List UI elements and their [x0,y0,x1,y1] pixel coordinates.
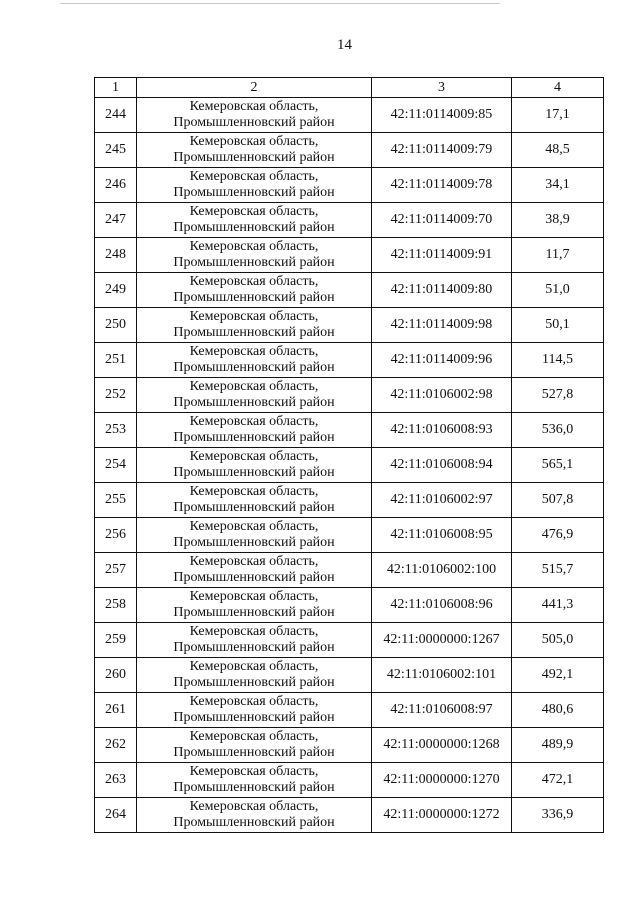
location-region: Кемеровская область, [189,99,319,114]
area-cell: 34,1 [512,168,604,203]
location-region: Кемеровская область, [189,309,319,324]
cadastral-number-cell: 42:11:0114009:85 [372,98,512,133]
location-district: Промышленновский район [173,430,335,445]
location-district: Промышленновский район [173,465,335,480]
area-cell: 11,7 [512,238,604,273]
column-header-2: 2 [137,78,372,98]
location-district: Промышленновский район [173,115,335,130]
table-row [95,133,604,168]
table-row [95,413,604,448]
location-region: Кемеровская область, [189,379,319,394]
area-cell: 17,1 [512,98,604,133]
location-cell [137,413,372,448]
location-cell [137,238,372,273]
area-cell: 536,0 [512,413,604,448]
location-cell [137,798,372,833]
cadastral-number-cell: 42:11:0106002:101 [372,658,512,693]
table-row [95,518,604,553]
row-number-cell: 247 [95,203,137,238]
location-district: Промышленновский район [173,255,335,270]
table-row [95,658,604,693]
table-row [95,693,604,728]
location-cell [137,98,372,133]
cadastral-number-cell: 42:11:0106002:98 [372,378,512,413]
table-row [95,728,604,763]
column-header-4: 4 [512,78,604,98]
cadastral-number-cell: 42:11:0106008:95 [372,518,512,553]
table-row [95,798,604,833]
location-cell [137,623,372,658]
cadastral-number-cell: 42:11:0114009:79 [372,133,512,168]
land-plot-table [94,77,604,833]
location-region: Кемеровская область, [189,344,319,359]
area-cell: 50,1 [512,308,604,343]
area-cell: 336,9 [512,798,604,833]
location-cell [137,273,372,308]
row-number-cell: 255 [95,483,137,518]
row-number-cell: 261 [95,693,137,728]
location-region: Кемеровская область, [189,484,319,499]
column-header-3: 3 [372,78,512,98]
location-region: Кемеровская область, [189,239,319,254]
row-number-cell: 262 [95,728,137,763]
area-cell: 492,1 [512,658,604,693]
cadastral-number-cell: 42:11:0106008:93 [372,413,512,448]
location-region: Кемеровская область, [189,659,319,674]
location-cell [137,448,372,483]
location-cell [137,308,372,343]
table-row [95,588,604,623]
cadastral-number-cell: 42:11:0114009:80 [372,273,512,308]
column-header-1: 1 [95,78,137,98]
area-cell: 38,9 [512,203,604,238]
location-region: Кемеровская область, [189,729,319,744]
cadastral-number-cell: 42:11:0106008:96 [372,588,512,623]
location-district: Промышленновский район [173,325,335,340]
location-region: Кемеровская область, [189,624,319,639]
area-cell: 476,9 [512,518,604,553]
cadastral-number-cell: 42:11:0114009:98 [372,308,512,343]
location-cell [137,518,372,553]
location-district: Промышленновский район [173,185,335,200]
location-cell [137,203,372,238]
row-number-cell: 257 [95,553,137,588]
location-cell [137,693,372,728]
row-number-cell: 246 [95,168,137,203]
table-row [95,308,604,343]
row-number-cell: 251 [95,343,137,378]
row-number-cell: 249 [95,273,137,308]
table-row [95,553,604,588]
location-district: Промышленновский район [173,220,335,235]
row-number-cell: 248 [95,238,137,273]
table-row [95,623,604,658]
area-cell: 507,8 [512,483,604,518]
row-number-cell: 250 [95,308,137,343]
table-row [95,203,604,238]
row-number-cell: 245 [95,133,137,168]
area-cell: 565,1 [512,448,604,483]
area-cell: 114,5 [512,343,604,378]
row-number-cell: 256 [95,518,137,553]
location-district: Промышленновский район [173,360,335,375]
row-number-cell: 258 [95,588,137,623]
location-cell [137,378,372,413]
area-cell: 472,1 [512,763,604,798]
table-row [95,273,604,308]
location-cell [137,133,372,168]
table-row [95,763,604,798]
area-cell: 51,0 [512,273,604,308]
cadastral-number-cell: 42:11:0114009:70 [372,203,512,238]
location-district: Промышленновский район [173,290,335,305]
location-district: Промышленновский район [173,780,335,795]
cadastral-number-cell: 42:11:0114009:78 [372,168,512,203]
location-district: Промышленновский район [173,605,335,620]
cadastral-number-cell: 42:11:0114009:91 [372,238,512,273]
location-district: Промышленновский район [173,535,335,550]
row-number-cell: 263 [95,763,137,798]
location-region: Кемеровская область, [189,449,319,464]
table-row [95,483,604,518]
location-region: Кемеровская область, [189,169,319,184]
row-number-cell: 260 [95,658,137,693]
location-district: Промышленновский район [173,150,335,165]
location-region: Кемеровская область, [189,519,319,534]
location-cell [137,658,372,693]
location-district: Промышленновский район [173,500,335,515]
cadastral-number-cell: 42:11:0106002:100 [372,553,512,588]
location-cell [137,588,372,623]
location-cell [137,483,372,518]
location-cell [137,763,372,798]
location-district: Промышленновский район [173,640,335,655]
location-cell [137,728,372,763]
location-district: Промышленновский район [173,675,335,690]
area-cell: 489,9 [512,728,604,763]
location-region: Кемеровская область, [189,274,319,289]
location-region: Кемеровская область, [189,799,319,814]
table-row [95,168,604,203]
page-number: 14 [337,37,352,53]
area-cell: 515,7 [512,553,604,588]
cadastral-number-cell: 42:11:0114009:96 [372,343,512,378]
cadastral-number-cell: 42:11:0000000:1270 [372,763,512,798]
location-region: Кемеровская область, [189,554,319,569]
location-region: Кемеровская область, [189,134,319,149]
location-district: Промышленновский район [173,570,335,585]
table-row [95,238,604,273]
location-district: Промышленновский район [173,745,335,760]
top-edge-rule [60,3,500,4]
location-region: Кемеровская область, [189,589,319,604]
location-region: Кемеровская область, [189,414,319,429]
table-row [95,343,604,378]
table-header-row [95,78,604,98]
cadastral-number-cell: 42:11:0106002:97 [372,483,512,518]
row-number-cell: 264 [95,798,137,833]
location-region: Кемеровская область, [189,764,319,779]
area-cell: 505,0 [512,623,604,658]
cadastral-number-cell: 42:11:0106008:94 [372,448,512,483]
table-row [95,378,604,413]
cadastral-number-cell: 42:11:0000000:1268 [372,728,512,763]
location-cell [137,168,372,203]
location-district: Промышленновский район [173,815,335,830]
area-cell: 480,6 [512,693,604,728]
location-cell [137,553,372,588]
cadastral-number-cell: 42:11:0000000:1267 [372,623,512,658]
table-body [95,98,604,833]
row-number-cell: 253 [95,413,137,448]
location-region: Кемеровская область, [189,204,319,219]
cadastral-number-cell: 42:11:0106008:97 [372,693,512,728]
location-district: Промышленновский район [173,710,335,725]
cadastral-number-cell: 42:11:0000000:1272 [372,798,512,833]
area-cell: 441,3 [512,588,604,623]
row-number-cell: 252 [95,378,137,413]
area-cell: 48,5 [512,133,604,168]
area-cell: 527,8 [512,378,604,413]
row-number-cell: 254 [95,448,137,483]
table-row [95,98,604,133]
row-number-cell: 244 [95,98,137,133]
location-region: Кемеровская область, [189,694,319,709]
location-district: Промышленновский район [173,395,335,410]
row-number-cell: 259 [95,623,137,658]
location-cell [137,343,372,378]
table-row [95,448,604,483]
